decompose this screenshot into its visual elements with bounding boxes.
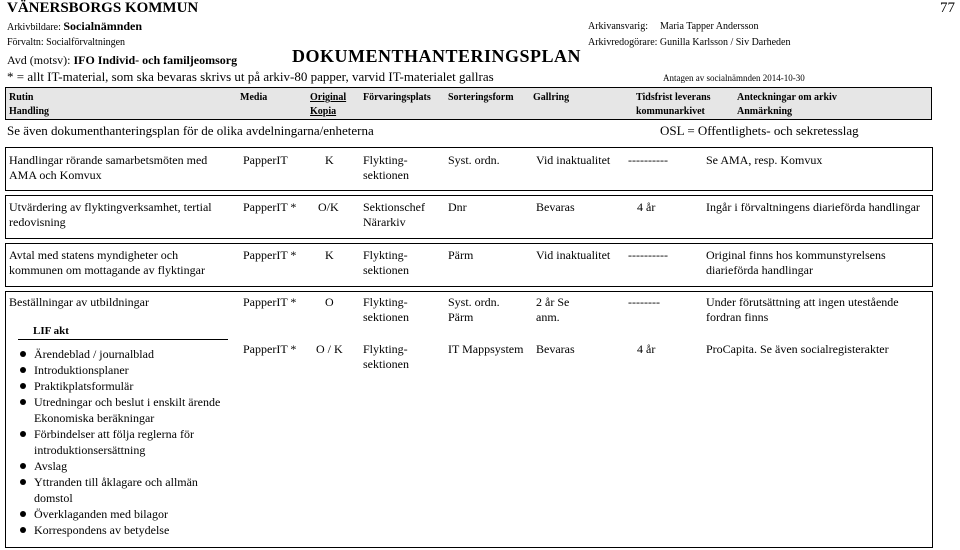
- lif-divider: [18, 339, 228, 340]
- col-gallring: Gallring: [533, 92, 570, 103]
- antagen-date: Antagen av socialnämnden 2014-10-30: [663, 73, 805, 83]
- list-item: Utredningar och beslut i enskilt ärende Ekonomiska beräkningar: [18, 394, 229, 426]
- row3-tidsfrist: ----------: [628, 248, 668, 262]
- row3-anteckning: Original finns hos kommunstyrelsens diarieförda handlingar: [706, 248, 886, 277]
- row1-forvaring: Flykting-sektionen: [363, 153, 409, 182]
- kommun-title: VÄNERSBORGS KOMMUN: [7, 0, 199, 16]
- list-item: Praktikplatsformulär: [18, 378, 229, 394]
- row1-original: K: [325, 153, 334, 167]
- row3-media: PapperIT *: [243, 248, 297, 262]
- row1-anteckning: Se AMA, resp. Komvux: [706, 153, 823, 167]
- row3-sortering: Pärm: [448, 248, 474, 262]
- arkivbildare: Arkivbildare: Socialnämnden: [7, 19, 143, 33]
- row2-sortering: Dnr: [448, 200, 467, 214]
- list-item: Introduktionsplaner: [18, 362, 229, 378]
- row4-anteckning: Under förutsättning att ingen utestående fordran finns: [706, 295, 899, 324]
- row1-tidsfrist: ----------: [628, 153, 668, 167]
- col-anteckningar: Anteckningar om arkiv: [737, 92, 837, 103]
- row1-media: PapperIT: [243, 153, 288, 167]
- it-material-note: * = allt IT-material, som ska bevaras skrivs ut på arkiv-80 papper, varvid IT-materialet gallras: [7, 69, 494, 84]
- see-also-note: Se även dokumenthanteringsplan för de olika avdelningarna/enheterna: [7, 123, 374, 138]
- row4-media: PapperIT *: [243, 295, 297, 309]
- arkivansvarig-value: Maria Tapper Andersson: [660, 21, 759, 32]
- col-kommunarkivet: kommunarkivet: [636, 106, 705, 117]
- arkivansvarig-label: Arkivansvarig:: [588, 21, 648, 32]
- row4-sortering: Syst. ordn. Pärm: [448, 295, 500, 324]
- row1-sortering: Syst. ordn.: [448, 153, 500, 167]
- row4-forvaring: Flykting-sektionen: [363, 295, 409, 324]
- col-kopia: Kopia: [310, 106, 337, 117]
- row5-sortering: IT Mappsystem: [448, 342, 524, 356]
- row3-handling: Avtal med statens myndigheter och kommunen om mottagande av flyktingar: [9, 248, 205, 277]
- list-item: Avslag: [18, 458, 229, 474]
- row5-forvaring: Flykting-sektionen: [363, 342, 409, 371]
- row3-gallring: Vid inaktualitet: [536, 248, 611, 262]
- row4-gallring: 2 år Se anm.: [536, 295, 570, 324]
- col-tidsfrist: Tidsfrist leverans: [636, 92, 711, 103]
- list-item: Förbindelser att följa reglerna för introduktionsersättning: [18, 426, 229, 458]
- avdelning: Avd (motsv): IFO Individ- och familjeomsorg: [7, 53, 238, 67]
- arkivredogorare: Arkivredogörare: Gunilla Karlsson / Siv Darheden: [588, 37, 791, 48]
- plan-title: DOKUMENTHANTERINGSPLAN: [292, 46, 582, 66]
- col-handling: Handling: [9, 106, 50, 117]
- col-sorteringsform: Sorteringsform: [448, 92, 514, 103]
- row2-original: O/K: [318, 200, 339, 214]
- row5-media: PapperIT *: [243, 342, 297, 356]
- row3-forvaring: Flykting-sektionen: [363, 248, 409, 277]
- row2-gallring: Bevaras: [536, 200, 575, 214]
- page-number: 77: [940, 0, 955, 16]
- row5-original: O / K: [316, 342, 343, 356]
- row5-gallring: Bevaras: [536, 342, 575, 356]
- row4-original: O: [325, 295, 334, 309]
- row3-original: K: [325, 248, 334, 262]
- row2-media: PapperIT *: [243, 200, 297, 214]
- col-rutin: Rutin: [9, 92, 34, 103]
- row2-forvaring: Sektionschef Närarkiv: [363, 200, 425, 229]
- row5-tidsfrist: 4 år: [637, 342, 656, 356]
- osl-note: OSL = Offentlighets- och sekretesslag: [660, 123, 859, 138]
- list-item: Korrespondens av betydelse: [18, 522, 229, 538]
- lif-heading: LIF akt: [33, 325, 69, 337]
- list-item: Ärendeblad / journalblad: [18, 346, 229, 362]
- col-forvaringsplats: Förvaringsplats: [363, 92, 431, 103]
- row4-tidsfrist: --------: [628, 295, 660, 309]
- row2-handling: Utvärdering av flyktingverksamhet, tertial redovisning: [9, 200, 212, 229]
- row1-gallring: Vid inaktualitet: [536, 153, 611, 167]
- row4-handling: Beställningar av utbildningar: [9, 295, 149, 309]
- list-item: Överklaganden med bilagor: [18, 506, 229, 522]
- col-media: Media: [240, 92, 268, 103]
- col-anmarkning: Anmärkning: [737, 106, 793, 117]
- lif-list: [18, 346, 229, 538]
- row2-tidsfrist: 4 år: [637, 200, 656, 214]
- forvaltning: Förvaltn: Socialförvaltningen: [7, 37, 126, 48]
- col-original: Original: [310, 92, 347, 103]
- row1-handling: Handlingar rörande samarbetsmöten med AMA och Komvux: [9, 153, 208, 182]
- row5-anteckning: ProCapita. Se även socialregisterakter: [706, 342, 889, 356]
- list-item: Yttranden till åklagare och allmän domstol: [18, 474, 229, 506]
- row2-anteckning: Ingår i förvaltningens diarieförda handlingar: [706, 200, 920, 214]
